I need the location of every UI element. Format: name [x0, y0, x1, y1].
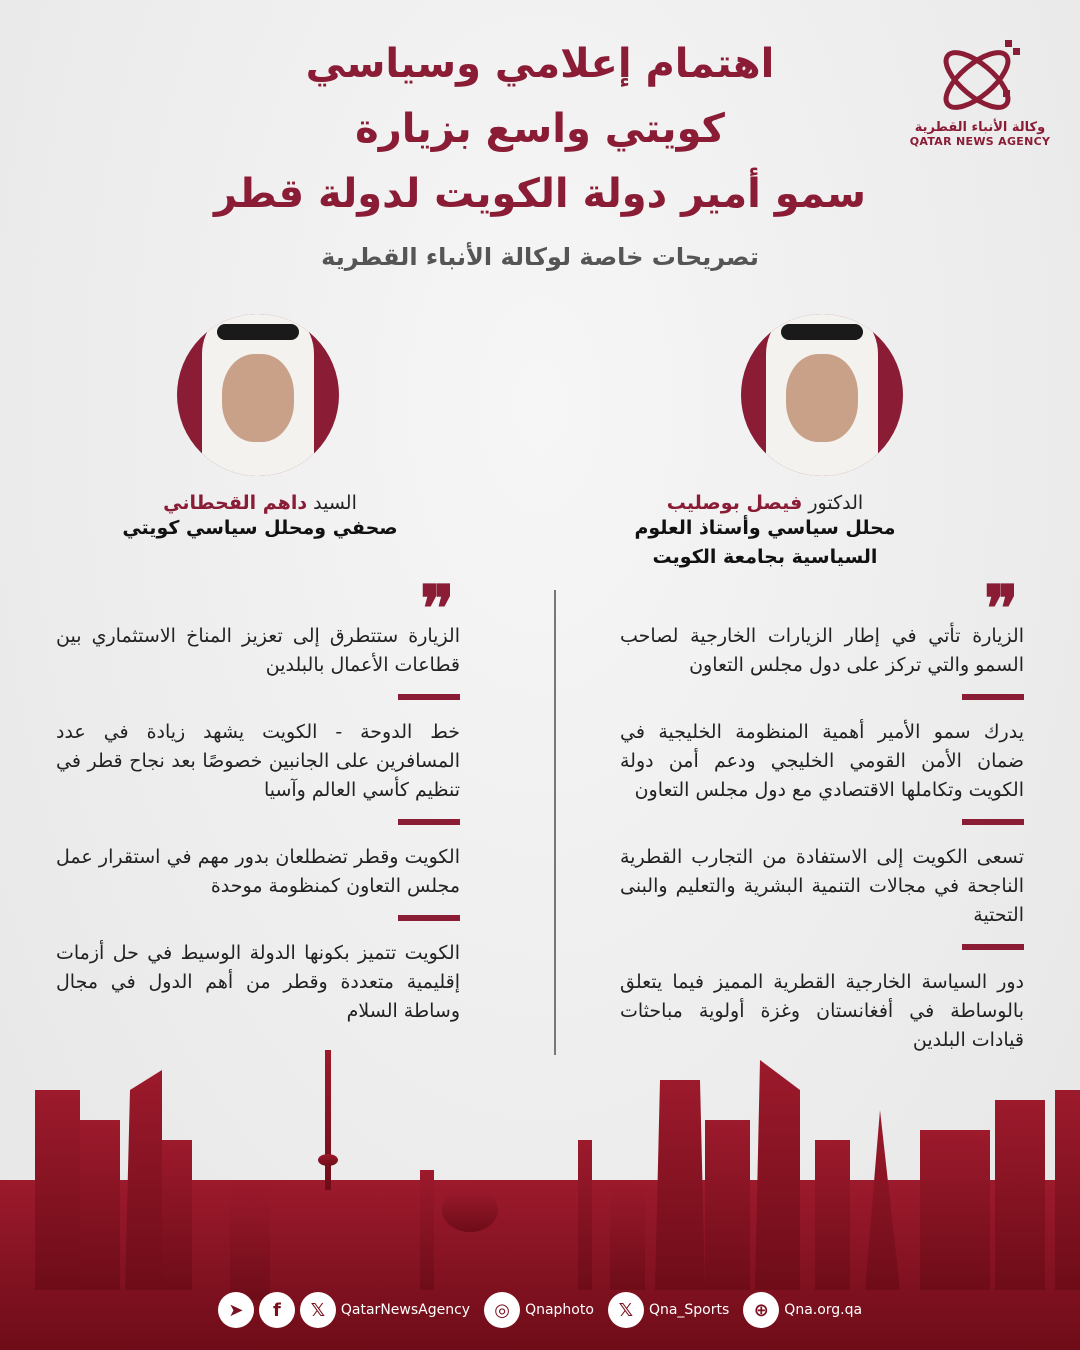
- separator: [398, 915, 460, 921]
- qna-logo-icon: [935, 38, 1025, 118]
- statement: الكويت تتميز بكونها الدولة الوسيط في حل أزمات إقليمية متعددة وقطر من أهم الدول في مجال وساطة السلام: [56, 942, 460, 1022]
- role-line: صحفي ومحلل سياسي كويتي: [122, 517, 398, 539]
- right-person: [600, 492, 930, 572]
- x-icon[interactable]: 𝕏: [300, 1292, 336, 1328]
- role-line: السياسية بجامعة الكويت: [652, 546, 878, 568]
- person-role: [100, 514, 420, 543]
- footer-social-bar: [0, 1280, 1080, 1340]
- statement: دور السياسة الخارجية القطرية المميز فيما يتعلق بالوساطة في أفغانستان وغزة أولوية مباحثات قيادات البلدين: [620, 971, 1024, 1051]
- statement: تسعى الكويت إلى الاستفادة من التجارب القطرية الناجحة في مجالات التنمية البشرية والتعليم والبنى التحتية: [620, 846, 1024, 926]
- x-icon[interactable]: 𝕏: [608, 1292, 644, 1328]
- logo-arabic: وكالة الأنباء القطرية: [914, 120, 1046, 135]
- person-role: [600, 514, 930, 572]
- separator: [962, 944, 1024, 950]
- separator: [398, 694, 460, 700]
- title-line: كويتي واسع بزيارة: [355, 106, 725, 152]
- instagram-handle[interactable]: Qnaphoto: [525, 1302, 594, 1318]
- role-line: محلل سياسي وأستاذ العلوم: [634, 517, 896, 539]
- quote-icon: ❞: [984, 572, 1019, 647]
- page-title: [150, 32, 930, 227]
- person-name: داهم القحطاني: [163, 492, 308, 514]
- person-prefix: السيد: [313, 492, 357, 514]
- statement: الزيارة ستتطرق إلى تعزيز المناخ الاستثماري بين قطاعات الأعمال بالبلدين: [56, 625, 460, 676]
- left-person: [100, 492, 420, 543]
- globe-icon[interactable]: ⊕: [743, 1292, 779, 1328]
- website-link[interactable]: Qna.org.qa: [784, 1302, 863, 1318]
- right-statements: [620, 622, 1024, 1055]
- statement: الكويت وقطر تضطلعان بدور مهم في استقرار عمل مجلس التعاون كمنظومة موحدة: [56, 846, 460, 897]
- social-group-main: [218, 1292, 470, 1328]
- separator: [962, 819, 1024, 825]
- title-line: سمو أمير دولة الكويت لدولة قطر: [214, 171, 866, 217]
- statement: خط الدوحة - الكويت يشهد زيادة في عدد المسافرين على الجانبين خصوصًا بعد نجاح قطر في تنظيم كأسي العالم وآسيا: [56, 721, 460, 801]
- column-divider: [554, 590, 556, 1055]
- logo-english: QATAR NEWS AGENCY: [909, 135, 1051, 148]
- separator: [398, 819, 460, 825]
- left-statements: [56, 622, 460, 1026]
- portrait-right: [741, 314, 903, 476]
- title-line: اهتمام إعلامي وسياسي: [305, 41, 775, 87]
- quote-icon: ❞: [420, 572, 455, 647]
- social-handle[interactable]: QatarNewsAgency: [340, 1302, 471, 1318]
- telegram-icon[interactable]: ➤: [218, 1292, 254, 1328]
- statement: يدرك سمو الأمير أهمية المنظومة الخليجية في ضمان الأمن القومي الخليجي ودعم أمن دولة الكويت وتكاملها الاقتصادي مع دول مجلس التعاون: [620, 721, 1024, 801]
- sports-handle[interactable]: Qna_Sports: [648, 1302, 730, 1318]
- person-prefix: الدكتور: [808, 492, 864, 514]
- social-group-web: [743, 1292, 862, 1328]
- instagram-icon[interactable]: ◎: [484, 1292, 520, 1328]
- statement: الزيارة تأتي في إطار الزيارات الخارجية لصاحب السمو والتي تركز على دول مجلس التعاون: [620, 625, 1024, 676]
- portrait-left: [177, 314, 339, 476]
- social-group-instagram: [484, 1292, 594, 1328]
- separator: [962, 694, 1024, 700]
- social-group-sports: [608, 1292, 729, 1328]
- person-name: فيصل بوصليب: [666, 492, 803, 514]
- facebook-icon[interactable]: f: [259, 1292, 295, 1328]
- subtitle: تصريحات خاصة لوكالة الأنباء القطرية: [321, 243, 759, 271]
